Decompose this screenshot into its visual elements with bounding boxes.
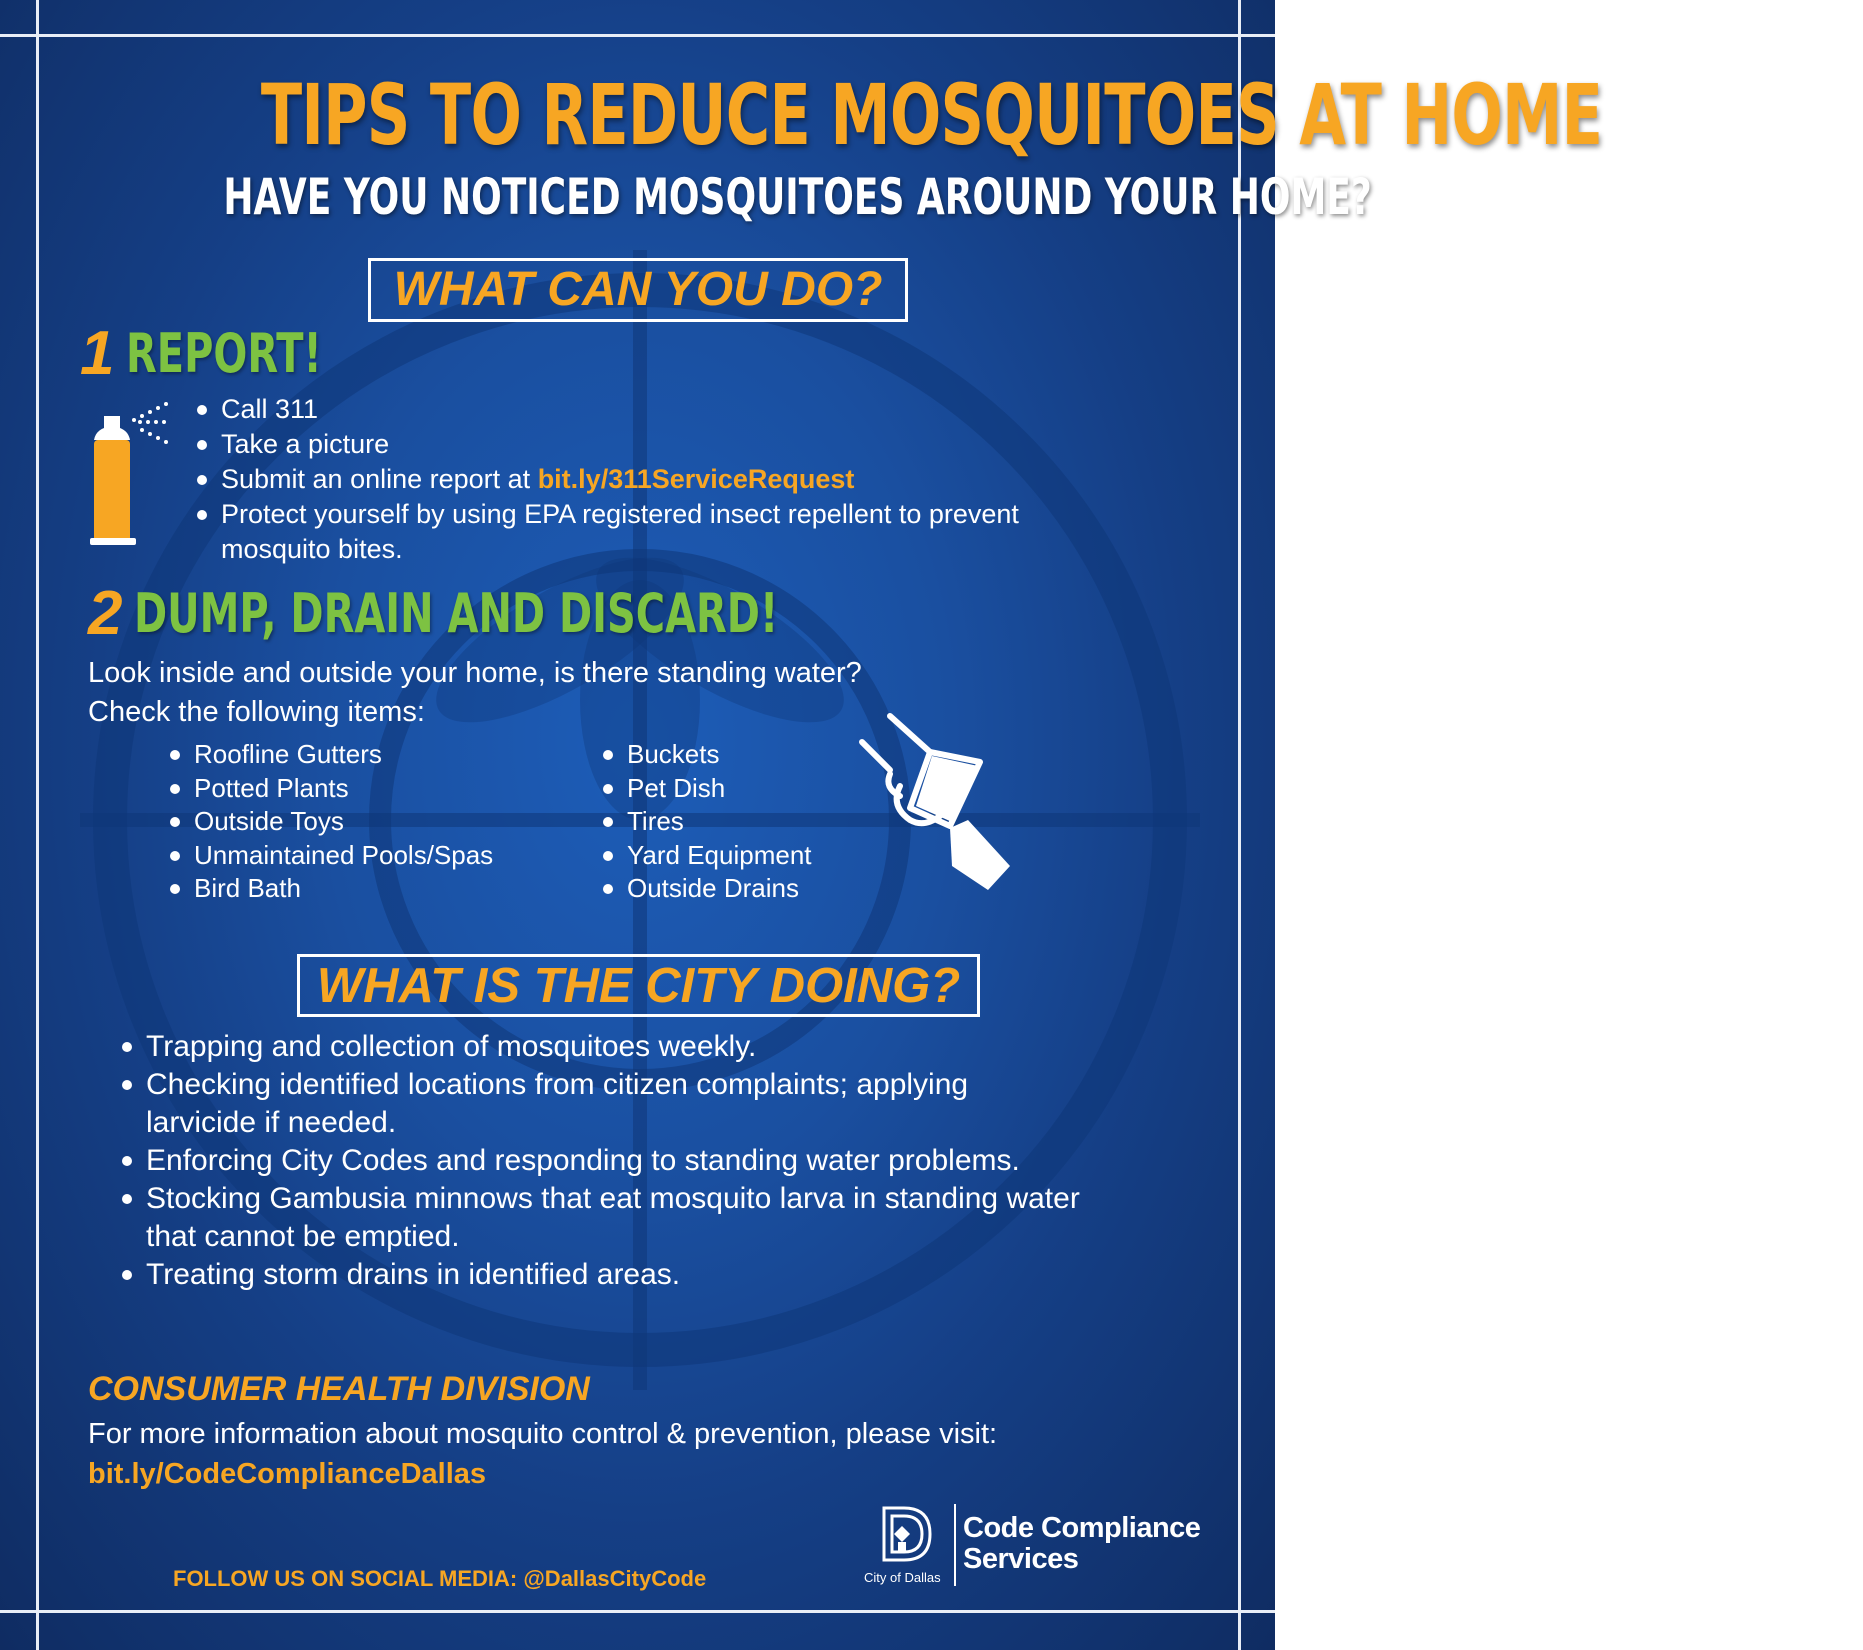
what-can-you-do-heading [368, 258, 908, 322]
division-heading: CONSUMER HEALTH DIVISION [88, 1370, 590, 1408]
list-item-text: Take a picture [221, 429, 390, 459]
service-request-link[interactable]: bit.ly/311ServiceRequest [537, 464, 855, 494]
page-subtitle: HAVE YOU NOTICED MOSQUITOES AROUND YOUR HOME? [223, 168, 1372, 226]
list-item [120, 1256, 1080, 1294]
list-item [195, 427, 1019, 462]
step-2-list-left [168, 738, 493, 906]
list-item: Yard Equipment [601, 839, 812, 873]
frame-bottom-line [0, 1610, 1275, 1613]
list-item: Outside Drains [601, 872, 812, 906]
social-media-text: FOLLOW US ON SOCIAL MEDIA: @DallasCityCode [173, 1566, 707, 1591]
what-is-city-doing-text: WHAT IS THE CITY DOING? [316, 959, 961, 1013]
division-info: For more information about mosquito control & prevention, please visit: [88, 1418, 998, 1450]
city-actions-list [120, 1028, 1080, 1294]
list-item [195, 497, 1019, 567]
list-item: Outside Toys [168, 805, 493, 839]
list-item-continuation: larvicide if needed. [146, 1106, 397, 1139]
frame-top-line [0, 34, 1275, 37]
step-1-number: 1 [80, 319, 115, 388]
page-title: TIPS TO REDUCE MOSQUITOES AT HOME [260, 66, 1603, 164]
step-2-number: 2 [88, 579, 123, 648]
frame-left-line [36, 0, 39, 1650]
code-compliance-link[interactable]: bit.ly/CodeComplianceDallas [88, 1458, 487, 1490]
list-item-text: Trapping and collection of mosquitoes weekly. [146, 1030, 757, 1063]
list-item: Buckets [601, 738, 812, 772]
list-item-text: Checking identified locations from citizen complaints; applying [146, 1068, 969, 1101]
frame-right-line [1238, 0, 1241, 1650]
step-1-heading [80, 318, 391, 389]
what-can-you-do-text: WHAT CAN YOU DO? [393, 263, 883, 316]
list-item [120, 1180, 1080, 1256]
list-item-text: Call 311 [221, 394, 319, 424]
list-item: Roofline Gutters [168, 738, 493, 772]
step-2-intro [88, 654, 862, 732]
list-item [195, 462, 1019, 497]
list-item [120, 1142, 1080, 1180]
list-item-continuation: mosquito bites. [221, 534, 403, 564]
page-subtitle-wrap [0, 168, 1372, 226]
list-item [120, 1066, 1080, 1142]
page-title-wrap [0, 66, 1603, 164]
step-2-intro-line-2: Check the following items: [88, 696, 425, 728]
list-item-text: Submit an online report at [221, 464, 538, 494]
spray-can-icon [84, 400, 174, 550]
logo-line-1: Code Compliance [963, 1512, 1201, 1544]
list-item: Potted Plants [168, 772, 493, 806]
step-2-label: DUMP, DRAIN AND DISCARD! [134, 582, 779, 645]
logo-divider [954, 1504, 956, 1586]
list-item-text: Protect yourself by using EPA registered insect repellent to prevent [221, 499, 1019, 529]
hand-pouring-bucket-icon [860, 716, 1020, 896]
code-compliance-logo-text [963, 1513, 1200, 1575]
list-item: Bird Bath [168, 872, 493, 906]
list-item: Unmaintained Pools/Spas [168, 839, 493, 873]
step-2-heading [88, 578, 1005, 649]
list-item [120, 1028, 1080, 1066]
what-is-city-doing-heading [297, 954, 980, 1017]
list-item-text: Treating storm drains in identified areas. [146, 1258, 681, 1291]
city-of-dallas-label: City of Dallas [864, 1570, 941, 1585]
logo-line-2: Services [963, 1543, 1079, 1575]
city-of-dallas-logo-icon [880, 1504, 936, 1566]
step-2-list-right [601, 738, 812, 906]
list-item [195, 392, 1019, 427]
list-item: Pet Dish [601, 772, 812, 806]
list-item-text: Stocking Gambusia minnows that eat mosquito larva in standing water [146, 1182, 1080, 1215]
list-item-text: Enforcing City Codes and responding to standing water problems. [146, 1144, 1020, 1177]
step-2-intro-line-1: Look inside and outside your home, is there standing water? [88, 657, 862, 689]
list-item-continuation: that cannot be emptied. [146, 1220, 460, 1253]
step-1-label: REPORT! [126, 322, 323, 385]
list-item: Tires [601, 805, 812, 839]
step-1-list [195, 392, 1019, 567]
